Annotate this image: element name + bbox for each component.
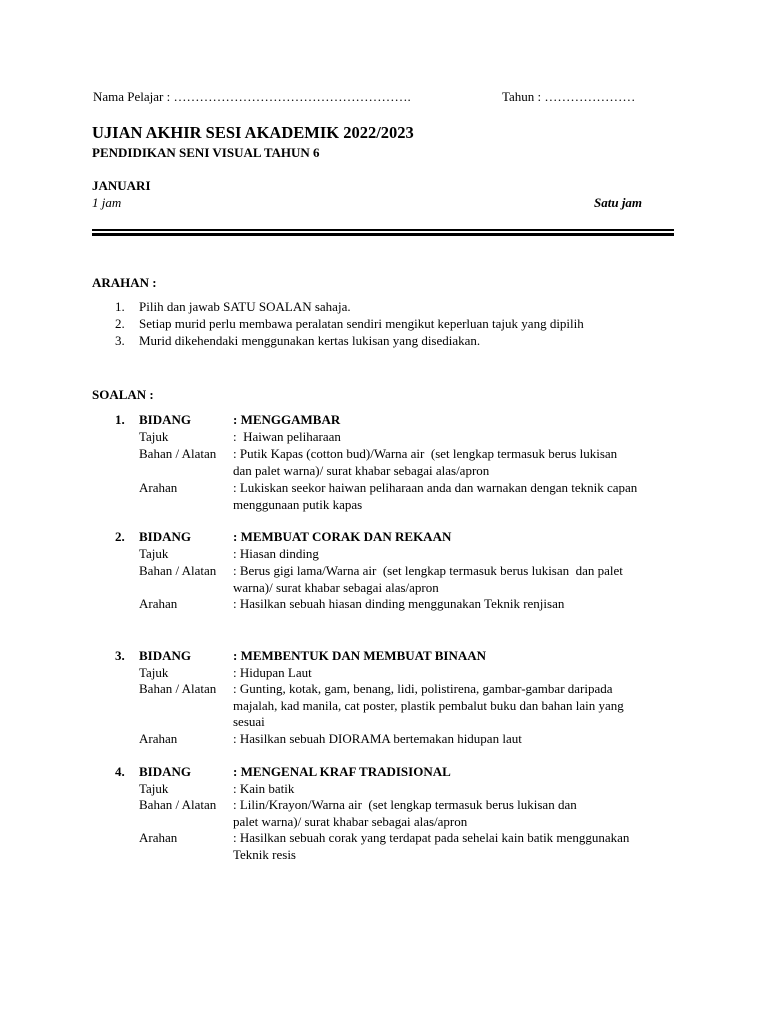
bidang-label: BIDANG: [139, 412, 192, 427]
exam-duration-left: 1 jam: [92, 195, 122, 210]
list-item-text: Murid dikehendaki menggunakan kertas lukisan yang disediakan.: [139, 333, 481, 348]
divider-thin: [92, 229, 674, 231]
bahan-line: majalah, kad manila, cat poster, plastik pembalut buku dan bahan lain yang: [233, 698, 624, 713]
exam-duration-right: Satu jam: [594, 195, 643, 210]
arahan-line: : Hasilkan sebuah hiasan dinding menggunakan Teknik renjisan: [233, 596, 565, 611]
year-field: Tahun : …………………: [502, 89, 636, 104]
bahan-line: palet warna)/ surat khabar sebagai alas/apron: [233, 814, 468, 829]
bahan-line: : Putik Kapas (cotton bud)/Warna air (set lengkap termasuk berus lukisan: [233, 446, 618, 461]
bahan-line: : Gunting, kotak, gam, benang, lidi, polistirena, gambar-gambar daripada: [233, 681, 613, 696]
list-item-number: 2.: [115, 316, 125, 331]
arahan-heading: ARAHAN :: [92, 275, 157, 290]
bidang-value: : MENGENAL KRAF TRADISIONAL: [233, 764, 451, 779]
bahan-label: Bahan / Alatan: [139, 446, 217, 461]
arahan-label: Arahan: [139, 830, 178, 845]
tajuk-label: Tajuk: [139, 665, 169, 680]
arahan-line: : Hasilkan sebuah DIORAMA bertemakan hidupan laut: [233, 731, 522, 746]
bahan-label: Bahan / Alatan: [139, 681, 217, 696]
bahan-line: : Lilin/Krayon/Warna air (set lengkap termasuk berus lukisan dan: [233, 797, 577, 812]
tajuk-value: : Haiwan peliharaan: [233, 429, 341, 444]
list-item-text: Setiap murid perlu membawa peralatan sendiri mengikut keperluan tajuk yang dipilih: [139, 316, 584, 331]
bahan-line: sesuai: [233, 714, 265, 729]
arahan-label: Arahan: [139, 731, 178, 746]
student-name-field: Nama Pelajar : ……………………………………………….: [93, 89, 411, 104]
bidang-label: BIDANG: [139, 529, 192, 544]
arahan-label: Arahan: [139, 480, 178, 495]
question-number: 1.: [115, 412, 125, 427]
tajuk-value: : Hidupan Laut: [233, 665, 312, 680]
bahan-label: Bahan / Alatan: [139, 563, 217, 578]
exam-month: JANUARI: [92, 178, 151, 193]
tajuk-label: Tajuk: [139, 429, 169, 444]
arahan-line: : Lukiskan seekor haiwan peliharaan anda dan warnakan dengan teknik capan: [233, 480, 638, 495]
arahan-line: : Hasilkan sebuah corak yang terdapat pada sehelai kain batik menggunakan: [233, 830, 630, 845]
bahan-line: warna)/ surat khabar sebagai alas/apron: [233, 580, 439, 595]
bahan-label: Bahan / Alatan: [139, 797, 217, 812]
arahan-label: Arahan: [139, 596, 178, 611]
bidang-value: : MEMBUAT CORAK DAN REKAAN: [233, 529, 452, 544]
bidang-label: BIDANG: [139, 764, 192, 779]
bahan-line: dan palet warna)/ surat khabar sebagai alas/apron: [233, 463, 490, 478]
list-item-text: Pilih dan jawab SATU SOALAN sahaja.: [139, 299, 351, 314]
question-number: 3.: [115, 648, 125, 663]
tajuk-value: : Kain batik: [233, 781, 295, 796]
arahan-line: menggunaan putik kapas: [233, 497, 363, 512]
tajuk-value: : Hiasan dinding: [233, 546, 319, 561]
bidang-value: : MENGGAMBAR: [233, 412, 341, 427]
bahan-line: : Berus gigi lama/Warna air (set lengkap termasuk berus lukisan dan palet: [233, 563, 623, 578]
list-item-number: 1.: [115, 299, 125, 314]
question-number: 2.: [115, 529, 125, 544]
bidang-value: : MEMBENTUK DAN MEMBUAT BINAAN: [233, 648, 487, 663]
tajuk-label: Tajuk: [139, 546, 169, 561]
question-number: 4.: [115, 764, 125, 779]
tajuk-label: Tajuk: [139, 781, 169, 796]
list-item-number: 3.: [115, 333, 125, 348]
divider-thick: [92, 233, 674, 236]
exam-title: UJIAN AKHIR SESI AKADEMIK 2022/2023: [92, 123, 414, 142]
arahan-line: Teknik resis: [233, 847, 296, 862]
bidang-label: BIDANG: [139, 648, 192, 663]
soalan-heading: SOALAN :: [92, 387, 154, 402]
exam-subject: PENDIDIKAN SENI VISUAL TAHUN 6: [92, 145, 320, 160]
